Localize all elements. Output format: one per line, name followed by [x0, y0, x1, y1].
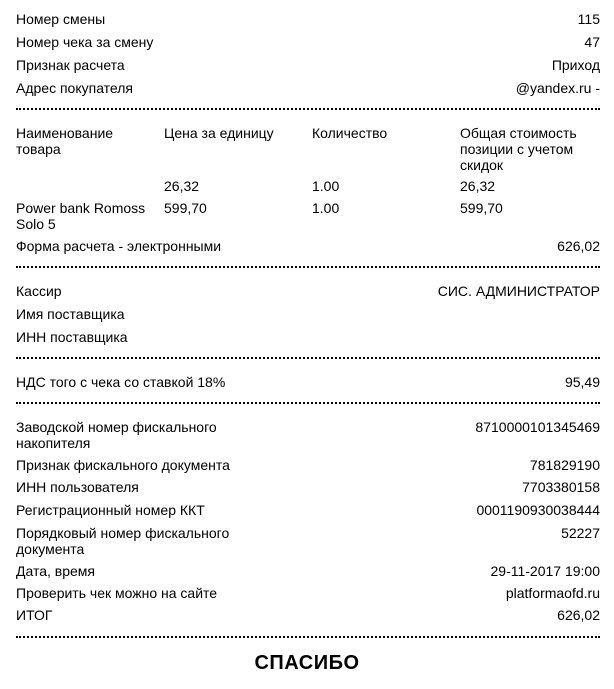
item-qty: 1.00: [312, 178, 340, 194]
shift-number-row: [16, 11, 600, 27]
row-label: НДС того с чека со ставкой 18%: [16, 374, 226, 390]
column-header-total: Общая стоимость позиции с учетом скидок: [460, 125, 577, 173]
row-label: Заводской номер фискального накопителя: [16, 419, 217, 451]
row-label: Форма расчета - электронными: [16, 238, 222, 254]
row-value: 781829190: [529, 457, 600, 473]
separator: [16, 636, 600, 638]
fiscal-document-sign-row: [16, 457, 600, 473]
fiscal-document-number-row: [16, 525, 600, 557]
vat-row: [16, 374, 600, 390]
row-label: Номер чека за смену: [16, 34, 154, 50]
receipt-number-row: [16, 34, 600, 50]
separator: [16, 266, 600, 268]
row-label: Кассир: [16, 283, 62, 299]
row-value: 0001190930038444: [476, 502, 600, 518]
item-total: 26,32: [460, 178, 496, 194]
column-header-qty: Количество: [312, 125, 388, 141]
row-label: Адрес покупателя: [16, 80, 134, 96]
row-value: 7703380158: [522, 479, 600, 495]
row-value: СИС. АДМИНИСТРАТОР: [437, 283, 600, 299]
thanks-text: СПАСИБО: [254, 652, 360, 674]
row-label: Порядковый номер фискального документа: [16, 525, 230, 557]
row-value: 47: [584, 34, 600, 50]
payment-sign-row: [16, 57, 600, 73]
user-inn-row: [16, 479, 600, 495]
separator: [16, 402, 600, 404]
fiscal-storage-number-row: [16, 419, 600, 451]
row-label: Регистрационный номер ККТ: [16, 502, 205, 518]
item-total: 599,70: [460, 200, 503, 216]
row-label: ИНН поставщика: [16, 329, 128, 345]
date-time-row: [16, 563, 600, 579]
row-value: 52227: [561, 525, 600, 541]
check-site-row: [16, 585, 600, 601]
row-value: 8710000101345469: [475, 419, 600, 435]
row-label: Признак фискального документа: [16, 457, 230, 473]
row-value: platformaofd.ru: [505, 585, 600, 601]
row-value: 29-11-2017 19:00: [490, 563, 600, 579]
column-header-price: Цена за единицу: [164, 125, 274, 141]
row-value: 626,02: [557, 607, 600, 623]
item-qty: 1.00: [312, 200, 340, 216]
payment-form-row: [16, 238, 600, 254]
separator: [16, 357, 600, 359]
row-label: Проверить чек можно на сайте: [16, 585, 218, 601]
row-label: Признак расчета: [16, 57, 125, 73]
kkt-registration-row: [16, 502, 600, 518]
item-name: Power bank Romoss Solo 5: [16, 200, 146, 232]
row-value: Приход: [551, 57, 600, 73]
row-label: ИТОГ: [16, 607, 53, 623]
row-label: Дата, время: [16, 563, 95, 579]
supplier-inn-row: [16, 329, 600, 345]
column-header-name: Наименование товара: [16, 125, 114, 157]
row-value: 95,49: [564, 374, 600, 390]
row-value: 115: [577, 11, 600, 27]
row-label: Имя поставщика: [16, 306, 125, 322]
row-label: ИНН пользователя: [16, 479, 139, 495]
item-price: 26,32: [164, 178, 200, 194]
row-value: @yandex.ru -: [515, 80, 600, 96]
buyer-address-row: [16, 80, 600, 96]
cashier-row: [16, 283, 600, 299]
separator: [16, 108, 600, 110]
total-row: [16, 607, 600, 623]
supplier-name-row: [16, 306, 600, 322]
item-price: 599,70: [164, 200, 207, 216]
row-value: 626,02: [557, 238, 600, 254]
row-label: Номер смены: [16, 11, 106, 27]
